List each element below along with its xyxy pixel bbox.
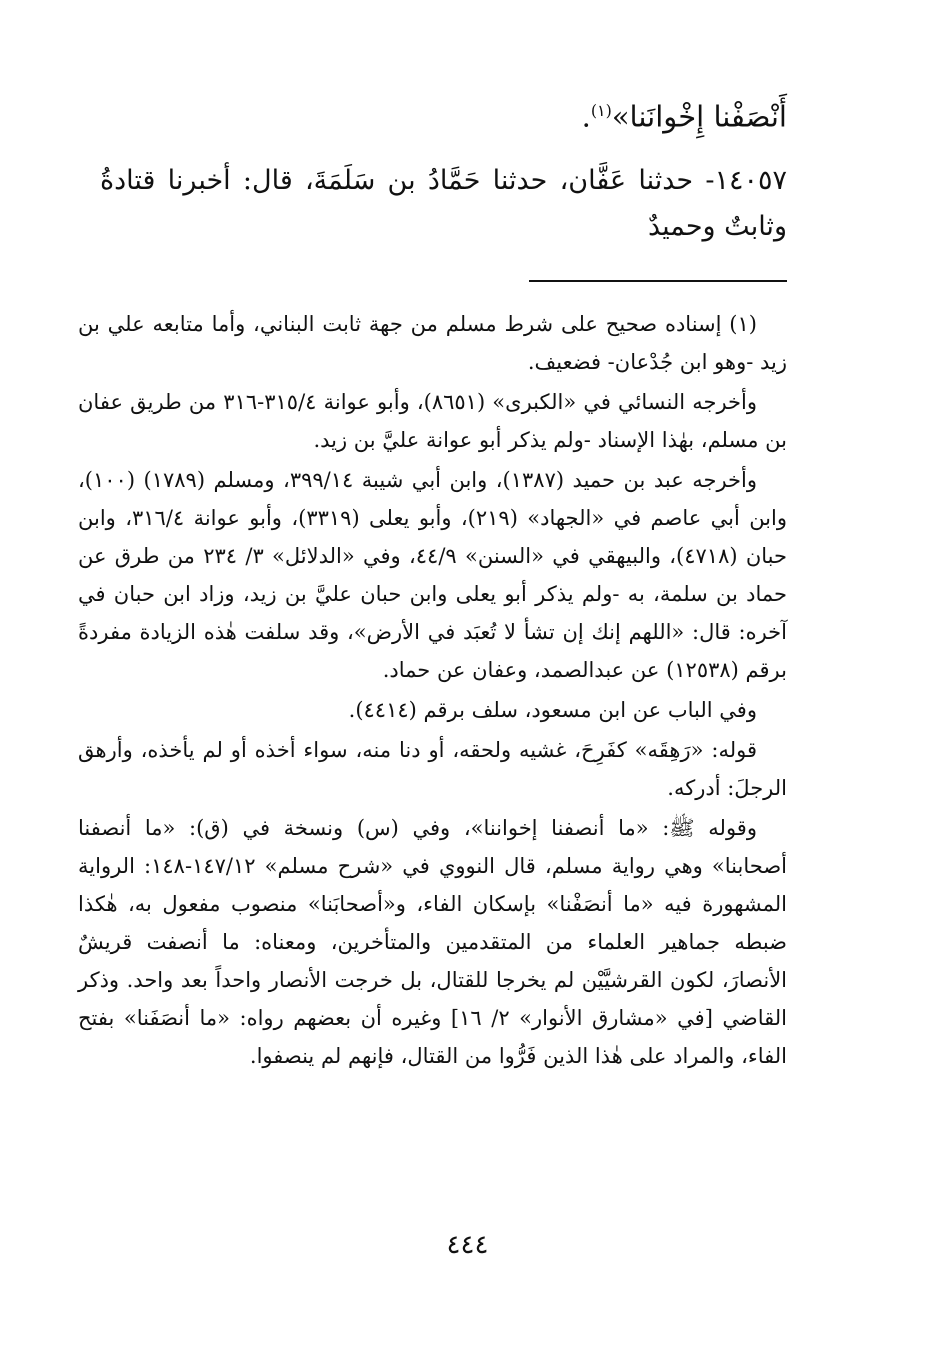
fragment-text: أَنْصَفْنا إِخْوانَنا»: [611, 99, 787, 134]
footnote-ref: (١): [590, 101, 612, 120]
footnote-paragraph: قوله: «رَهِقَه» كفَرِحَ، غشيه ولحقه، أو دنا منه، سواء أخذه أو لم يأخذه، وأرهق الرجلَ: أدركه.: [78, 738, 787, 800]
hadith-text: حدثنا عَفَّان، حدثنا حَمَّادُ بن سَلَمَةَ، قال: أخبرنا قتادةُ وثابتٌ وحميدٌ: [100, 165, 787, 242]
footnote-paragraph: (١) إسناده صحيح على شرط مسلم من جهة ثابت البناني، وأما متابعه علي بن زيد -وهو ابن جُدْعان- فضعيف.: [78, 312, 787, 374]
hadith-number: ١٤٠٥٧-: [705, 165, 787, 196]
footnote-paragraph: وأخرجه عبد بن حميد (١٣٨٧)، وابن أبي شيبة ٣٩٩/١٤، ومسلم (١٧٨٩) (١٠٠)، وابن أبي عاصم في «الجهاد» (٢١٩)، وأبو يعلى (٣٣١٩)، وأبو عوانة ٣١٦/٤، وابن حبان (٤٧١٨)، والبيهقي في «السنن» ٤٤/٩، وفي «الدلائل» ٣/ ٢٣٤ من طرق عن حماد بن سلمة، به -ولم يذكر أبو يعلى وابن حبان عليَّ بن زيد، وزاد ابن حبان في آخره: قال: «اللهم إنك إن تشأ لا تُعبَد في الأرض»، وقد سلفت هٰذه الزيادة مفردةً برقم (١٢٥٣٨) عن عبدالصمد، وعفان عن حماد.: [78, 468, 788, 682]
hadith-14057: [100, 158, 787, 250]
footnote-divider: [529, 280, 787, 282]
page-number: ٤٤٤: [446, 1230, 489, 1260]
footnote-paragraph: وأخرجه النسائي في «الكبرى» (٨٦٥١)، وأبو عوانة ٣١٥/٤-٣١٦ من طريق عفان بن مسلم، بهٰذا الإسناد -ولم يذكر أبو عوانة عليَّ بن زيد.: [78, 390, 787, 452]
footnotes: [78, 305, 787, 1077]
footnote-paragraph: وفي الباب عن ابن مسعود، سلف برقم (٤٤١٤).: [348, 698, 757, 722]
fragment-end: .: [581, 99, 591, 134]
footnote-paragraph: وقوله ﷺ: «ما أنصفنا إخواننا»، وفي (س) ونسخة في (ق): «ما أنصفنا أصحابنا» وهي رواية مسلم، قال النووي في «شرح مسلم» ١٤٧/١٢-١٤٨: الرواية المشهورة فيه «ما أنصَفْنا» بإسكان الفاء، و«أصحابَنا» منصوب مفعول به، هٰكذا ضبطه جماهير العلماء من المتقدمين والمتأخرين، ومعناه: ما أنصفت قريشٌ الأنصارَ، لكون القرشيَّيْن لم يخرجا للقتال، بل خرجت الأنصار واحداً بعد واحد. وذكر القاضي [في «مشارق الأنوار» ٢/ ١٦] وغيره أن بعضهم رواه: «ما أنصَفَنا» بفتح الفاء، والمراد على هٰذا الذين فَرُّوا من القتال، فإنهم لم ينصفوا.: [78, 816, 787, 1068]
hadith-fragment: [100, 88, 787, 140]
